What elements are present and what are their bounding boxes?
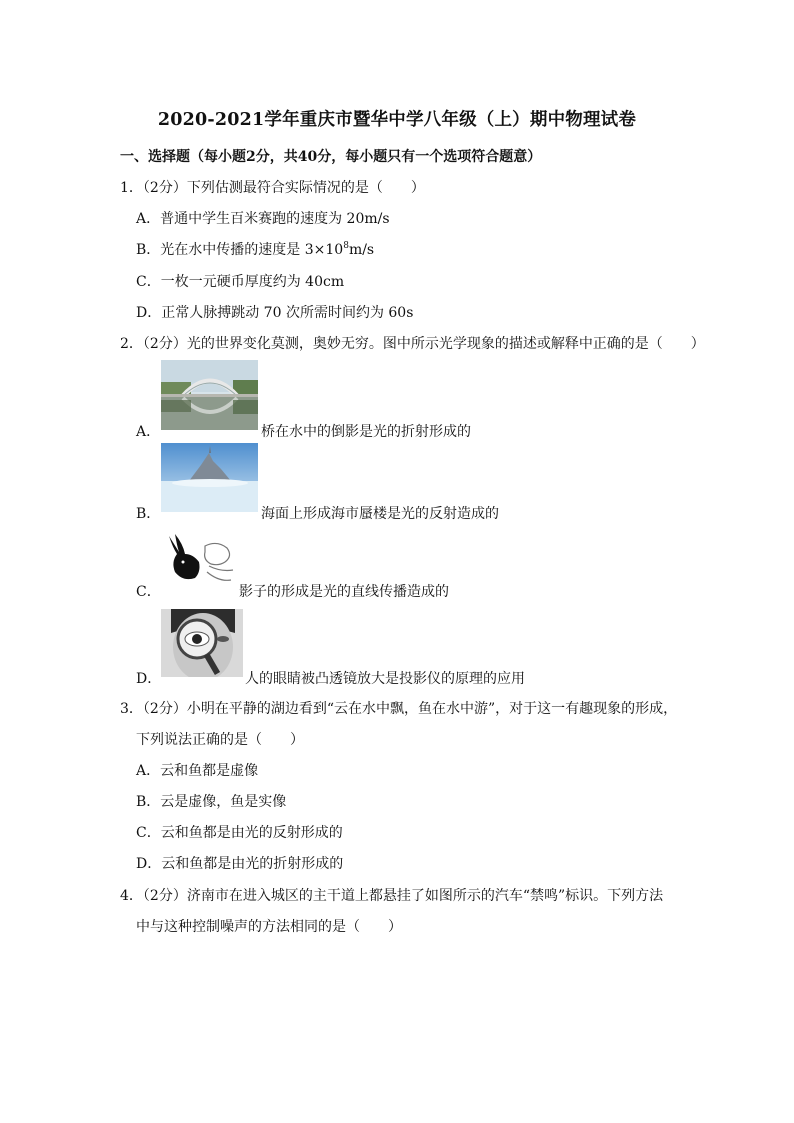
- question-3-option-d[interactable]: D．云和鱼都是由光的折射形成的: [136, 856, 344, 872]
- question-1-stem: 1．（2分）下列估测最符合实际情况的是（ ）: [120, 180, 425, 196]
- exam-title: 2020-2021学年重庆市暨华中学八年级（上）期中物理试卷: [157, 110, 637, 130]
- question-2-option-c-text[interactable]: 影子的形成是光的直线传播造成的: [239, 584, 449, 600]
- question-1-option-b[interactable]: [136, 239, 374, 259]
- question-2-option-d-letter[interactable]: D．: [136, 671, 162, 687]
- question-4-stem-line-1: 4．（2分）济南市在进入城区的主干道上都悬挂了如图所示的汽车“禁鸣”标识。下列方法: [120, 888, 664, 904]
- question-3-stem-line-2: 下列说法正确的是（ ）: [136, 732, 304, 748]
- question-2-option-d-text[interactable]: 人的眼睛被凸透镜放大是投影仪的原理的应用: [245, 671, 525, 687]
- question-3-option-c[interactable]: C．云和鱼都是由光的反射形成的: [136, 825, 343, 841]
- hand-shadow-rabbit-image: [161, 532, 237, 588]
- mirage-image: [161, 443, 258, 512]
- question-1-option-c[interactable]: C．一枚一元硬币厚度约为 40cm: [136, 274, 345, 290]
- question-2-option-b-text[interactable]: 海面上形成海市蜃楼是光的反射造成的: [261, 506, 499, 522]
- question-3-option-b[interactable]: B．云是虚像，鱼是实像: [136, 794, 287, 810]
- bridge-reflection-image: [161, 360, 258, 430]
- exponent: 8: [343, 241, 349, 251]
- magnifier-eye-image: [161, 609, 243, 677]
- question-3-stem-line-1: 3．（2分）小明在平静的湖边看到“云在水中飘，鱼在水中游”，对于这一有趣现象的形成，: [120, 701, 678, 717]
- question-2-option-a-letter[interactable]: A．: [136, 424, 161, 440]
- option-b-unit: m/s: [348, 242, 375, 258]
- question-2-option-c-letter[interactable]: C．: [136, 584, 161, 600]
- question-2-stem: 2．（2分）光的世界变化莫测，奥妙无穷。图中所示光学现象的描述或解释中正确的是（ ）: [120, 336, 705, 352]
- option-b-text: B．光在水中传播的速度是 3×10: [136, 242, 344, 258]
- question-2-option-b-letter[interactable]: B．: [136, 506, 161, 522]
- section-heading: 一、选择题（每小题2分，共40分，每小题只有一个选项符合题意）: [120, 149, 542, 165]
- question-1-option-d[interactable]: D．正常人脉搏跳动 70 次所需时间约为 60s: [136, 305, 414, 321]
- question-3-option-a[interactable]: A．云和鱼都是虚像: [136, 763, 259, 779]
- question-4-stem-line-2: 中与这种控制噪声的方法相同的是（ ）: [136, 919, 402, 935]
- question-2-option-a-text[interactable]: 桥在水中的倒影是光的折射形成的: [261, 424, 471, 440]
- question-1-option-a[interactable]: A．普通中学生百米赛跑的速度为 20m/s: [136, 211, 390, 227]
